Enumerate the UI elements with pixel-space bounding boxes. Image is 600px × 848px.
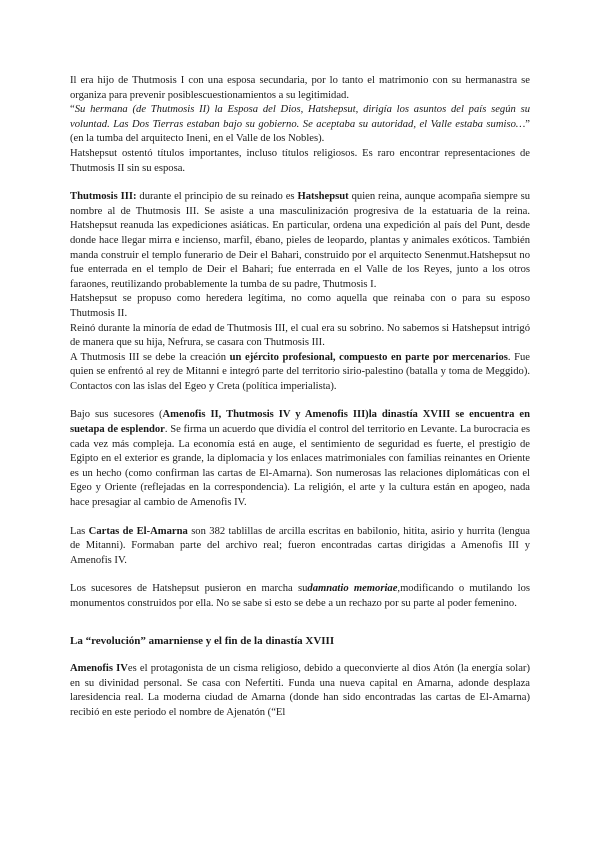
italic-quote: Su hermana (de Thutmosis II) la Esposa del Dios, Hatshepsut, dirigía los asuntos del país según su voluntad. Las Dos Tierras estaban bajo su gobierno. Se aceptaba su autoridad, el Valle estaba sumiso… [70, 104, 530, 130]
text: . Fue quien se enfrentó al rey de Mitanni e integró parte del territorio sirio-palestino (batalla y toma de Meggido). Contactos con las islas del Egeo y Creta (política imperialista). [70, 351, 530, 392]
paragraph-amenofis-iv [70, 662, 530, 720]
text: ,modificando o mutilando los monumentos construidos por ella. No se sabe si esto se debe a un rechazo por su parte al poder femenino. [70, 583, 530, 609]
paragraph-quote-ineni [70, 103, 530, 147]
bold-text: Cartas de El-Amarna [88, 525, 188, 537]
text: Las [70, 525, 89, 537]
text: es el protagonista de un cisma religioso, debido a queconvierte al dios Atón (la energía solar) en su divinidad personal. Se casa con Nefertiti. Funda una nueva capital en Amarna, adonde desplaza laresidencia real. La moderna ciudad de Amarna (donde han sido encontradas las cartas de El-Amarna) recibió en este periodo el nombre de Ajenatón (“El [70, 663, 530, 718]
text: ” (en la tumba del arquitecto Ineni, en el Valle de los Nobles). [70, 118, 530, 145]
text: Bajo sus sucesores ( [70, 409, 163, 421]
paragraph-thutmosis-ii [70, 74, 530, 103]
text: son 382 tablillas de arcilla escritas en babilonio, hitita, asirio y hurrita (lengua de Mitanni). Formaban parte del archivo real; fueron encontradas cartas dirigidas a Amenofis III y Amenofis IV. [70, 525, 530, 566]
bold-text: Amenofis IV [70, 663, 128, 675]
text: “ [70, 104, 75, 116]
paragraph-titles [70, 147, 530, 176]
bold-text: un ejército profesional, compuesto en parte por mercenarios [229, 351, 508, 363]
text: quien reina, aunque acompaña siempre su nombre al de Thutmosis III. Se asiste a una masculinización progresiva de la estatuaria de la reina. Hatshepsut reanuda las expediciones asiáticas. En particular, ordena una expedición al país del Punt, desde donde hace llegar mirra e incienso, marfil, ébano, pieles de leopardo, plantas y animales exóticos. También manda construir el templo funerario de Deir el Bahari, construido por el arquitecto Senenmut.Hatshepsut no fue enterrada en el templo de Deir el Bahari; fue enterrada en el Valle de los Reyes, junto a los otros faraones, reutilizando probablemente la tumba de su padre, Thutmosis I. [70, 191, 531, 290]
paragraph-thutmosis-iii [70, 190, 530, 292]
paragraph-heredera [70, 292, 530, 321]
bold-italic-text: damnatio memoriae [307, 583, 398, 595]
text: Hatshepsut se propuso como heredera legítima, no como aquella que reinaba con o para su esposo Thutmosis II. [70, 293, 530, 319]
bold-text: Hatshepsut [297, 191, 349, 203]
bold-text: Thutmosis III: [70, 191, 137, 203]
text: durante el principio de su reinado es [136, 191, 298, 203]
bold-text: Amenofis II, Thutmosis IV y Amenofis III)la dinastía XVIII se encuentra en suetapa de esplendor [70, 409, 531, 436]
paragraph-sucesores [70, 408, 530, 510]
text: Los sucesores de Hatshepsut pusieron en marcha su [70, 583, 308, 595]
document-body [70, 74, 530, 721]
section-heading: La “revolución” amarniense y el fin de la dinastía XVIII [70, 634, 335, 647]
text: A Thutmosis III se debe la creación [70, 351, 230, 363]
text: Il era hijo de Thutmosis I con una esposa secundaria, por lo tanto el matrimonio con su hermanastra se organiza para prevenir posiblescuestionamientos a su legitimidad. [70, 75, 530, 101]
paragraph-cartas-amarna [70, 525, 530, 569]
text: . Se firma un acuerdo que dividía el control del territorio en Levante. La burocracia es cada vez más compleja. La economía está en auge, el sentimiento de seguridad es fuerte, el prestigio de Egipto en el exterior es grande, la diplomacia y los enlaces matrimoniales con familias reinantes en Oriente es un hecho (como confirman las cartas de El-Amarna). Son numerosas las relaciones diplomáticas con el Egeo y Oriente (reflejadas en la correspondencia). La religión, el arte y la cultura están en apogeo, nada hace presagiar al cambio de Amenofis IV. [70, 424, 530, 509]
text: Hatshepsut ostentó títulos importantes, incluso títulos religiosos. Es raro encontrar representaciones de Thutmosis II sin su esposa. [70, 147, 530, 174]
paragraph-minoria [70, 322, 530, 351]
paragraph-damnatio [70, 582, 530, 611]
paragraph-ejercito [70, 351, 530, 395]
text: Reinó durante la minoría de edad de Thutmosis III, el cual era su sobrino. No sabemos si Hatshepsut intrigó de manera que su hija, Nefrura, se casara con Thutmosis III. [70, 322, 530, 349]
